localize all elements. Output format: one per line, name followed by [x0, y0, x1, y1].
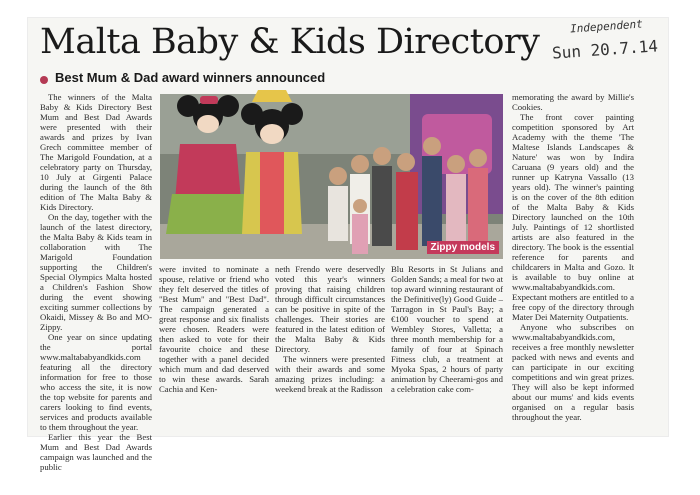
- paragraph: Anyone who subscribes on www.maltababyandkids.com, receives a free monthly newsletter packed with news and events and can participate in our exciting competitions and win great prizes. They will also be kept informed about our mums' and kids events organised on a regular basis throughout the year.: [512, 322, 634, 422]
- text-column-5: [512, 92, 634, 422]
- handwritten-publication-note: Independent: [569, 17, 644, 36]
- paragraph: were invited to nominate a spouse, relative or friend who they felt deserved the titles of "Best Mum" and "Best Dad". The campaign generated a great response and six finalists were chosen. Readers were then asked to vote for their favourite choice and these together with a panel decided which mum and dad deserved to win these awards. Sarah Cachia and Ken-: [159, 264, 269, 394]
- paragraph: Earlier this year the Best Mum and Best Dad Awards campaign was launched and the public: [40, 432, 152, 472]
- text-column-1: [40, 92, 152, 472]
- mickey-mouse-mascot: [241, 90, 303, 234]
- photo-caption: Zippy models: [427, 241, 499, 254]
- paragraph: The winners were presented with their awards and some amazing prizes including: a weekend break at the Radisson: [275, 354, 385, 394]
- event-photo: [160, 94, 503, 259]
- paragraph: The winners of the Malta Baby & Kids Directory Best Mum and Best Dad Awards were presented with their awards and prizes by Ivan Grech committee member of The Marigold Foundation, at a celebratory party on Thursday, 10 July at Girgenti Palace during the launch of the 8th edition of The Malta Baby & Kids Directory.: [40, 92, 152, 212]
- paragraph: One year on since updating the portal www.maltababyandkids.com featuring all the directory information for free to those who access the site, it is now the top website for parents and carers looking to find events, services and products available to them throughout the year.: [40, 332, 152, 432]
- text-column-4: [391, 264, 503, 394]
- handwritten-date-note: Sun 20.7.14: [551, 36, 659, 63]
- subheading: Best Mum & Dad award winners announced: [55, 70, 326, 85]
- paragraph: memorating the award by Millie's Cookies.: [512, 92, 634, 112]
- text-column-2: [159, 264, 269, 394]
- paragraph: neth Frendo were deservedly voted this year's winners proving that raising children through difficult circumstances can be positive in spite of the challenges. Their stories are featured in the latest edition of the Malta Baby & Kids Directory.: [275, 264, 385, 354]
- bullet-icon: [40, 76, 48, 84]
- paragraph: The front cover painting competition sponsored by Art Academy with the theme 'The Maltese Islands Landscapes & Nature' was won by Indira Caruana (9 years old) and the runner up Katryna Vassallo (13 years old). The winner's painting is on the cover of the 8th edition of the Malta Baby & Kids Directory launched on the 10th July. Paintings of 12 shortlisted artists are also featured in the directory. The book is the essential reference for parents and childcarers in Malta and Gozo. It is available to buy online at www.maltababyandkids.com. Expectant mothers are entitled to a free copy of the directory through Mater Dei Maternity Outpatients.: [512, 112, 634, 322]
- paragraph: Blu Resorts in St Julians and Golden Sands; a meal for two at top award winning restaurant of the Definitive(ly) Good Guide – Tarragon in St Paul's Bay; a €100 voucher to spend at Wembley Stores, Valletta; a three month membership for a family of four at Spinach Fitness club, a treatment at Myoka Spas, 2 hours of party animation by Cheerami-gos and a celebration cake com-: [391, 264, 503, 394]
- photo-illustration: [160, 94, 503, 259]
- text-column-3: [275, 264, 385, 394]
- headline: Malta Baby & Kids Directory: [40, 22, 540, 62]
- paragraph: On the day, together with the launch of the latest directory, the Malta Baby & Kids team in collaboration with The Marigold Foundation supporting the Children's Special Olympics Malta hosted a Children's Fashion Show during the event showing exciting summer collections by Okaidi, Missey & Bo and MO-Zippy.: [40, 212, 152, 332]
